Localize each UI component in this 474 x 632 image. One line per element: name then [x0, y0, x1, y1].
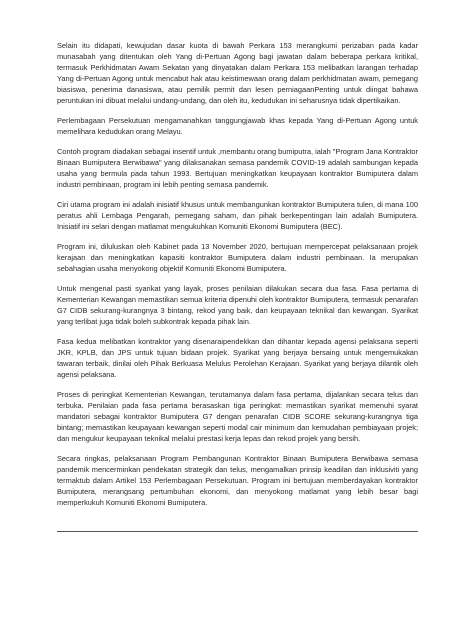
paragraph-cabinet-approval: Program ini, diluluskan oleh Kabinet pada 13 November 2020, bertujuan mempercepat pelaksanaan projek kerajaan dan meningkatkan kapasiti kontraktor Bumiputera dalam industri pembinaan. Ia merupakan sebahagian usaha menyokong objektif Komuniti Ekonomi Bumiputera. — [57, 242, 418, 273]
horizontal-divider — [57, 531, 418, 532]
paragraph-perkara-153-quota: Selain itu didapati, kewujudan dasar kuota di bawah Perkara 153 merangkumi perizaban pada kadar munasabah yang ditentukan oleh Yang di-Pertuan Agong bagi jawatan dalam beberapa perkara kritikal, termasuk Perkhidmatan Awam Sekatan yang dinyatakan dalam Perkara 153 melibatkan larangan terhadap Yang di-Pertuan Agong untuk mencabut hak atau keistimewaan orang dalam perkhidmatan awam, pemegang biasiswa, penerima danasiswa, atau pemilik permit dan lesen perniagaanPenting untuk diingat bahawa peruntukan ini dibuat melalui undang-undang, dan oleh itu, kedudukan ini seharusnya tidak dipertikaikan. — [57, 41, 418, 105]
paragraph-phase-two: Fasa kedua melibatkan kontraktor yang disenaraipendekkan dan dihantar kepada agensi pelaksana seperti JKR, KPLB, dan JPS untuk tujuan bidaan projek. Syarikat yang berjaya bersaing untuk mengemukakan tawaran terbaik, dinilai oleh Pihak Berkuasa Melulus Perolehan Kerajaan. Syarikat yang berjaya dilantik oleh agensi pelaksana. — [57, 337, 418, 379]
paragraph-program-example: Contoh program diadakan sebagai insentif untuk ,membantu orang bumiputra, ialah "Program Jana Kontraktor Binaan Bumiputera Berwibawa" yang dilaksanakan semasa pandemik COVID-19 adalah sambungan kepada usaha yang bermula pada tahun 1993. Bertujuan meningkatkan keupayaan kontraktor Bumiputera dalam industri pembinaan, program ini lebih penting semasa pandemik. — [57, 147, 418, 189]
document-body — [57, 40, 418, 517]
paragraph-federal-constitution: Perlembagaan Persekutuan mengamanahkan tanggungjawab khas kepada Yang di-Pertuan Agong untuk memelihara kedudukan orang Melayu. — [57, 116, 418, 136]
paragraph-program-feature: Ciri utama program ini adalah inisiatif khusus untuk membangunkan kontraktor Bumiputera tulen, di mana 100 peratus ahli Lembaga Pengarah, pemegang saham, dan pihak berkepentingan lain adalah Bumiputera. Inisiatif ini selari dengan matlamat mengukuhkan Komuniti Ekonomi Bumiputera (BEC). — [57, 200, 418, 231]
paragraph-phase-one: Untuk mengenal pasti syarikat yang layak, proses penilaian dilakukan secara dua fasa. Fasa pertama di Kementerian Kewangan memastikan semua kriteria dipenuhi oleh kontraktor Bumiputera, termasuk penarafan G7 CIDB sekurang-kurangnya 3 bintang, rekod yang baik, dan keupayaan teknikal dan kewangan. Syarikat yang terlibat juga tidak boleh subkontrak kepada pihak lain. — [57, 284, 418, 326]
paragraph-evaluation-process: Proses di peringkat Kementerian Kewangan, terutamanya dalam fasa pertama, dijalankan secara telus dan terbuka. Penilaian pada fasa pertama berasaskan tiga peringkat: memastikan syarikat memenuhi syarat mandatori sebagai kontraktor Bumiputera G7 dengan penarafan CIDB SCORE sekurang-kurangnya tiga bintang; memastikan keupayaan kewangan seperti modal cair minimum dan kemudahan pembiayaan projek; dan mengukur keupayaan teknikal melalui prestasi kerja lepas dan rekod projek yang bersih. — [57, 390, 418, 443]
paragraph-summary: Secara ringkas, pelaksanaan Program Pembangunan Kontraktor Binaan Bumiputera Berwibawa semasa pandemik mencerminkan pendekatan strategik dan telus, mengamalkan prinsip keadilan dan inklusiviti yang termaktub dalam Artikel 153 Perlembagaan Persekutuan. Program ini bertujuan memberdayakan kontraktor Bumiputera, merangsang pertumbuhan ekonomi, dan menyokong matlamat yang lebih besar bagi memperkukuh Komuniti Ekonomi Bumiputera. — [57, 454, 418, 507]
